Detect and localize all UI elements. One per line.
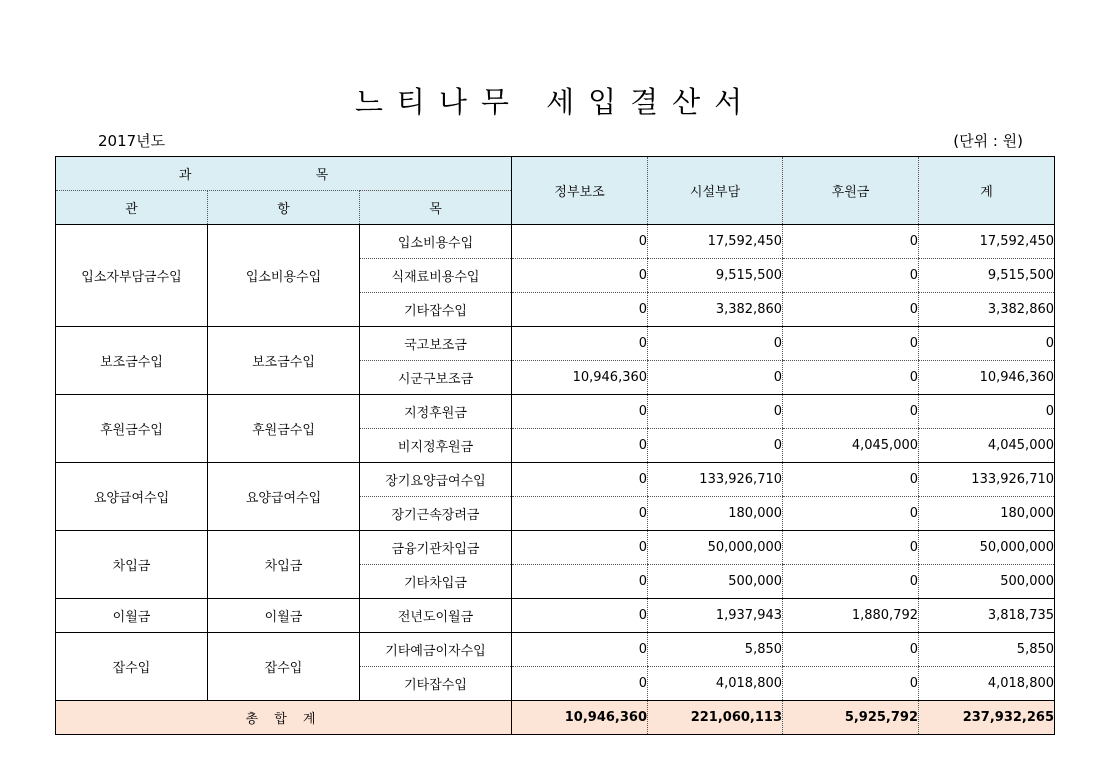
cell-amount: 0 — [783, 531, 919, 565]
table-row — [56, 463, 1055, 497]
cell-amount: 0 — [512, 497, 648, 531]
cell-amount: 0 — [512, 395, 648, 429]
cell-amount: 0 — [512, 531, 648, 565]
cell-amount: 133,926,710 — [919, 463, 1055, 497]
cell-amount: 0 — [512, 327, 648, 361]
cell-mok: 장기요양급여수입 — [360, 463, 512, 497]
cell-hang: 잡수입 — [208, 633, 360, 701]
cell-amount: 0 — [783, 667, 919, 701]
cell-hang: 입소비용수입 — [208, 225, 360, 327]
page-title: 느티나무 세입결산서 — [354, 85, 757, 119]
cell-mok: 기타예금이자수입 — [360, 633, 512, 667]
cell-mok: 국고보조금 — [360, 327, 512, 361]
cell-amount: 0 — [512, 259, 648, 293]
table-row — [56, 633, 1055, 667]
cell-amount: 0 — [783, 463, 919, 497]
cell-mok: 시군구보조금 — [360, 361, 512, 395]
table-row — [56, 531, 1055, 565]
cell-amount: 1,880,792 — [783, 599, 919, 633]
cell-amount: 0 — [783, 497, 919, 531]
cell-gwan: 잡수입 — [56, 633, 208, 701]
cell-amount: 0 — [919, 327, 1055, 361]
cell-amount: 3,382,860 — [919, 293, 1055, 327]
total-label: 총 합 계 — [56, 701, 512, 735]
cell-amount: 0 — [512, 463, 648, 497]
cell-amount: 0 — [512, 293, 648, 327]
cell-amount: 0 — [512, 429, 648, 463]
header-col: 계 — [919, 157, 1055, 225]
cell-mok: 금융기관차입금 — [360, 531, 512, 565]
cell-amount: 3,818,735 — [919, 599, 1055, 633]
cell-mok: 기타잡수입 — [360, 667, 512, 701]
table-row — [56, 395, 1055, 429]
header-row — [56, 157, 1055, 191]
cell-amount: 0 — [783, 259, 919, 293]
cell-amount: 500,000 — [648, 565, 783, 599]
cell-amount: 50,000,000 — [648, 531, 783, 565]
cell-amount: 9,515,500 — [919, 259, 1055, 293]
header-group: 과 목 — [56, 157, 512, 191]
cell-hang: 요양급여수입 — [208, 463, 360, 531]
cell-amount: 0 — [783, 395, 919, 429]
cell-amount: 10,946,360 — [512, 361, 648, 395]
cell-mok: 식재료비용수입 — [360, 259, 512, 293]
header-col: 시설부담 — [648, 157, 783, 225]
cell-gwan: 보조금수입 — [56, 327, 208, 395]
cell-amount: 0 — [783, 327, 919, 361]
cell-amount: 4,018,800 — [648, 667, 783, 701]
cell-amount: 0 — [783, 293, 919, 327]
cell-amount: 3,382,860 — [648, 293, 783, 327]
cell-hang: 보조금수입 — [208, 327, 360, 395]
cell-mok: 기타잡수입 — [360, 293, 512, 327]
cell-mok: 기타차입금 — [360, 565, 512, 599]
cell-mok: 비지정후원금 — [360, 429, 512, 463]
cell-hang: 차입금 — [208, 531, 360, 599]
table-row — [56, 327, 1055, 361]
cell-amount: 0 — [783, 633, 919, 667]
cell-amount: 5,850 — [919, 633, 1055, 667]
cell-amount: 0 — [783, 361, 919, 395]
cell-amount: 180,000 — [648, 497, 783, 531]
cell-hang: 후원금수입 — [208, 395, 360, 463]
cell-amount: 0 — [512, 225, 648, 259]
cell-amount: 0 — [512, 599, 648, 633]
cell-amount: 4,045,000 — [919, 429, 1055, 463]
cell-amount: 0 — [648, 429, 783, 463]
cell-mok: 지정후원금 — [360, 395, 512, 429]
cell-mok: 전년도이월금 — [360, 599, 512, 633]
cell-amount: 0 — [648, 361, 783, 395]
header-gwan: 관 — [56, 191, 208, 225]
total-amount: 10,946,360 — [512, 701, 648, 735]
cell-mok: 장기근속장려금 — [360, 497, 512, 531]
cell-gwan: 이월금 — [56, 599, 208, 633]
cell-amount: 0 — [783, 225, 919, 259]
cell-amount: 17,592,450 — [919, 225, 1055, 259]
table-row — [56, 599, 1055, 633]
cell-amount: 0 — [648, 395, 783, 429]
total-amount: 5,925,792 — [783, 701, 919, 735]
cell-amount: 4,045,000 — [783, 429, 919, 463]
cell-amount: 180,000 — [919, 497, 1055, 531]
cell-gwan: 후원금수입 — [56, 395, 208, 463]
revenue-settlement-table — [55, 156, 1055, 735]
cell-amount: 0 — [512, 667, 648, 701]
cell-amount: 10,946,360 — [919, 361, 1055, 395]
cell-gwan: 차입금 — [56, 531, 208, 599]
cell-amount: 0 — [919, 395, 1055, 429]
table-row — [56, 225, 1055, 259]
unit-label: (단위 : 원) — [953, 132, 1023, 150]
cell-amount: 17,592,450 — [648, 225, 783, 259]
header-hang: 항 — [208, 191, 360, 225]
total-row — [56, 701, 1055, 735]
cell-amount: 0 — [783, 565, 919, 599]
cell-mok: 입소비용수입 — [360, 225, 512, 259]
cell-gwan: 입소자부담금수입 — [56, 225, 208, 327]
cell-amount: 0 — [512, 565, 648, 599]
header-col: 후원금 — [783, 157, 919, 225]
cell-amount: 0 — [648, 327, 783, 361]
cell-amount: 9,515,500 — [648, 259, 783, 293]
fiscal-year: 2017년도 — [98, 132, 166, 150]
total-amount: 237,932,265 — [919, 701, 1055, 735]
header-col: 정부보조 — [512, 157, 648, 225]
cell-hang: 이월금 — [208, 599, 360, 633]
cell-gwan: 요양급여수입 — [56, 463, 208, 531]
cell-amount: 4,018,800 — [919, 667, 1055, 701]
cell-amount: 5,850 — [648, 633, 783, 667]
cell-amount: 133,926,710 — [648, 463, 783, 497]
cell-amount: 500,000 — [919, 565, 1055, 599]
cell-amount: 1,937,943 — [648, 599, 783, 633]
cell-amount: 0 — [512, 633, 648, 667]
cell-amount: 50,000,000 — [919, 531, 1055, 565]
header-mok: 목 — [360, 191, 512, 225]
total-amount: 221,060,113 — [648, 701, 783, 735]
